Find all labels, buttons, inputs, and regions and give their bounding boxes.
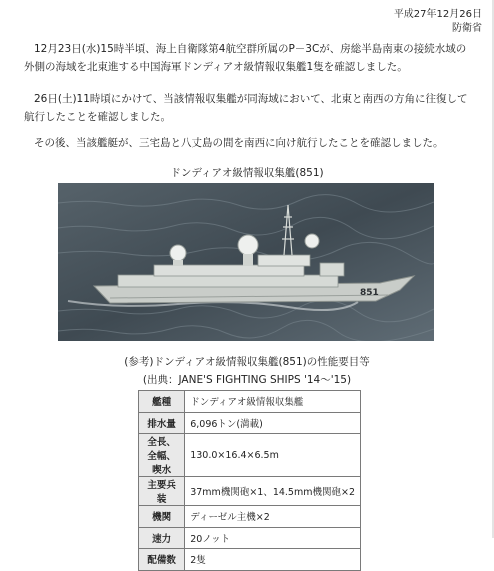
spec-table (138, 390, 361, 571)
superstructure-lower (118, 275, 338, 287)
table-row (139, 412, 361, 434)
hull-number: 851 (360, 288, 379, 298)
spec-label: 排水量 (139, 412, 185, 434)
paragraph-2: 26日(土)11時頃にかけて、当該情報収集艦が同海域において、北東と南西の方角に往復して航行したことを確認しました。 (24, 93, 468, 123)
spec-value: 37mm機関砲×1、14.5mm機関砲×2 (185, 477, 361, 506)
radome-1-base (173, 260, 183, 266)
spec-value: ドンディアオ級情報収集艦 (185, 391, 361, 413)
reference-title: (参考)ドンディアオ級情報収集艦(851)の性能要目等 (124, 356, 370, 368)
date-block (394, 8, 482, 36)
reference-source: (出典：JANE'S FIGHTING SHIPS '14～'15) (142, 374, 352, 386)
paragraph-3: その後、当該艦艇が、三宅島と八丈島の間を南西に向け航行したことを確認しました。 (34, 137, 444, 149)
spec-label: 配備数 (139, 549, 185, 571)
bridge (258, 255, 310, 266)
table-row (139, 477, 361, 506)
ship-illustration (58, 183, 434, 341)
photo-caption: ドンディアオ級情報収集艦(851) (170, 167, 324, 179)
issuing-organization: 防衛省 (452, 23, 482, 34)
table-row (139, 506, 361, 528)
radome-2 (238, 235, 258, 255)
paragraph-1: 12月23日(水)15時半頃、海上自衛隊第4航空群所属のP－3Cが、房総半島南東の接続水域の外側の海域を北東進する中国海軍ドンディアオ級情報収集艦1隻を確認しました。 (24, 43, 467, 73)
spec-label: 速力 (139, 527, 185, 549)
spec-label: 艦種 (139, 391, 185, 413)
radome-3 (305, 234, 319, 248)
spec-value: 2隻 (185, 549, 361, 571)
spec-value: 6,096トン(満載) (185, 412, 361, 434)
spec-value: ディーゼル主機×2 (185, 506, 361, 528)
spec-label: 主要兵装 (139, 477, 185, 506)
release-date: 平成27年12月26日 (393, 9, 482, 20)
radome-2-base (243, 254, 253, 266)
table-row (139, 434, 361, 477)
table-row (139, 391, 361, 413)
ship-photo (58, 183, 434, 341)
table-row (139, 549, 361, 571)
superstructure-middle (154, 265, 304, 276)
spec-label: 全長、全幅、喫水 (139, 434, 185, 477)
radome-1 (170, 245, 186, 261)
spec-value: 20ノット (185, 527, 361, 549)
spec-label: 機関 (139, 506, 185, 528)
aft-structure (320, 263, 344, 276)
spec-value: 130.0×16.4×6.5m (185, 434, 361, 477)
